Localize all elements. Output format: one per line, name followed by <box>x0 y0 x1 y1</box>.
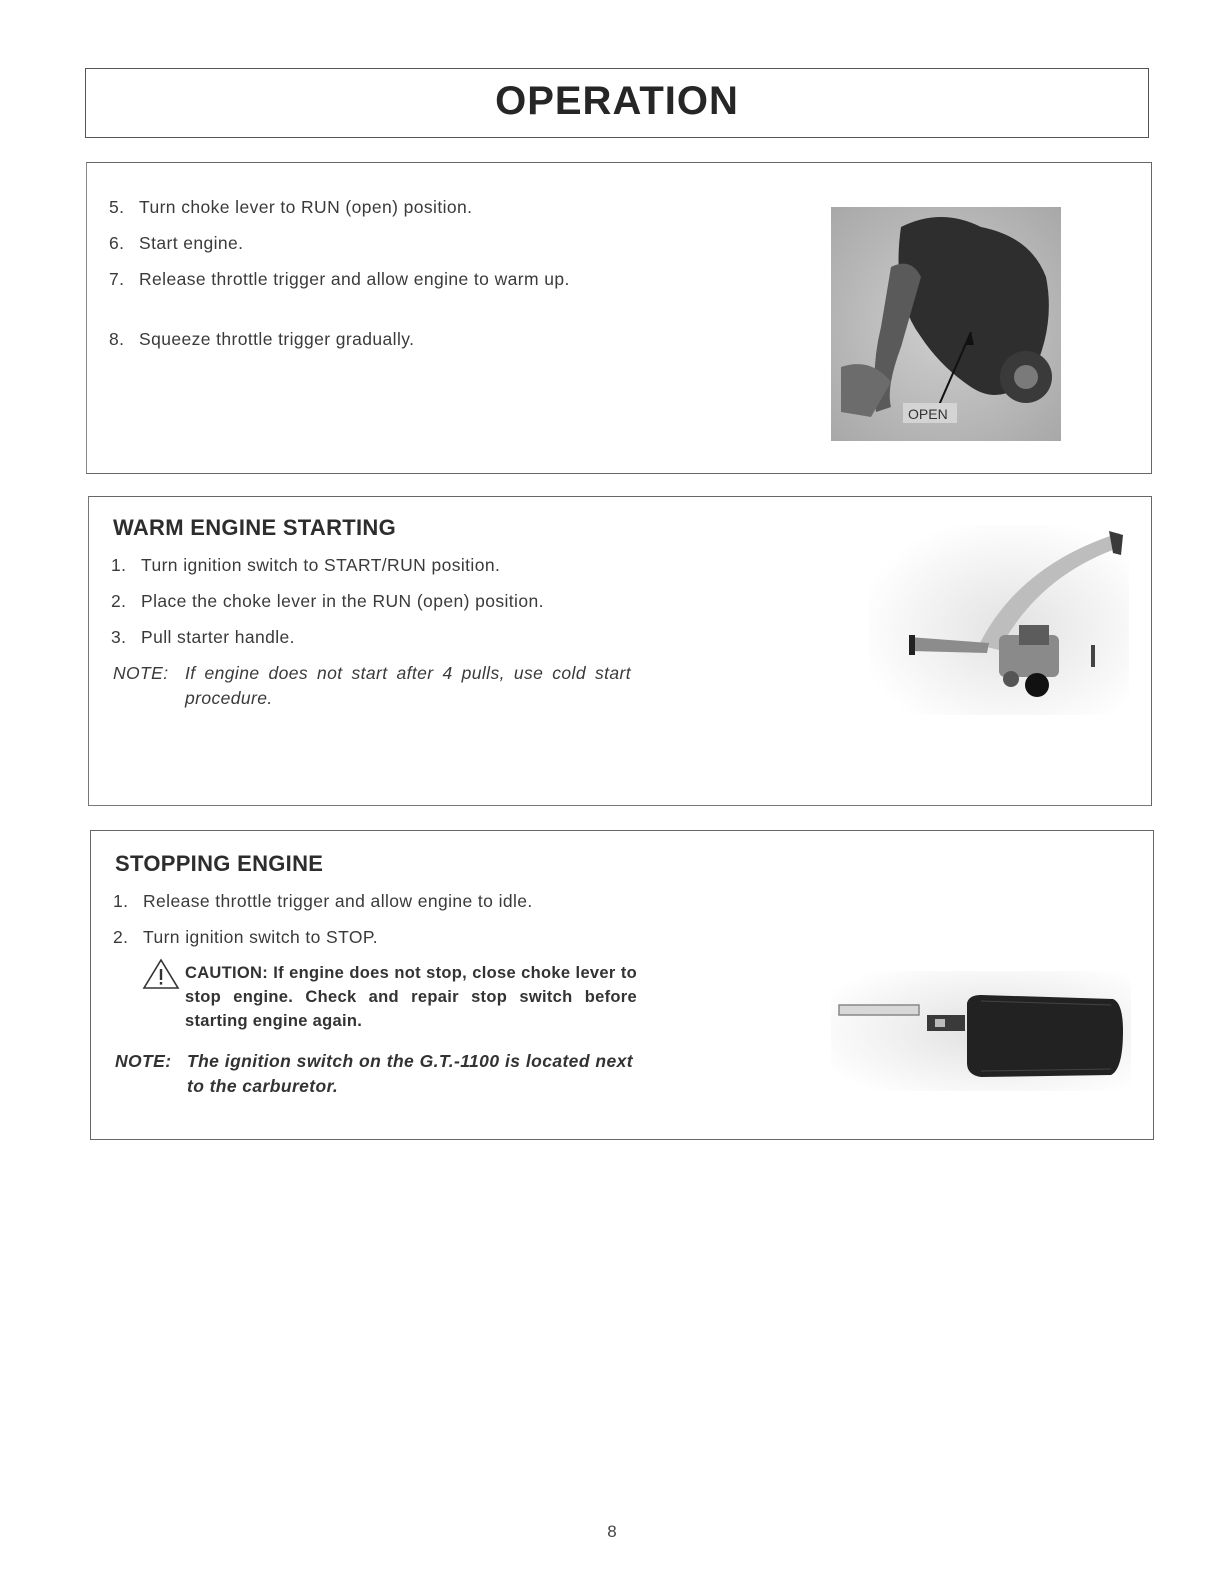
step-number: 5. <box>109 197 125 217</box>
list-item <box>109 195 629 220</box>
section-warm-engine-starting <box>88 496 1152 806</box>
step-text: Release throttle trigger and allow engine to idle. <box>143 891 533 911</box>
section-stopping-engine <box>90 830 1154 1140</box>
step-text: Turn ignition switch to STOP. <box>143 927 378 947</box>
step-text: Turn ignition switch to START/RUN position. <box>141 555 501 575</box>
step-number: 8. <box>109 329 125 349</box>
list-item <box>109 327 629 352</box>
section-start-continued <box>86 162 1152 474</box>
ignition-switch-photo <box>831 971 1131 1091</box>
note <box>115 1049 635 1099</box>
list-item <box>109 267 629 292</box>
step-text: Release throttle trigger and allow engine to warm up. <box>139 269 570 289</box>
note <box>113 661 633 711</box>
section-heading: WARM ENGINE STARTING <box>113 515 397 540</box>
page-title: OPERATION <box>495 79 739 123</box>
note-text: The ignition switch on the G.T.-1100 is located next to the carburetor. <box>187 1051 633 1096</box>
caution-block <box>141 961 637 1033</box>
list-item <box>113 889 633 914</box>
step-number: 1. <box>111 555 127 575</box>
step-text: Turn choke lever to RUN (open) position. <box>139 197 473 217</box>
list-item <box>113 925 633 950</box>
choke-lever-photo <box>831 207 1061 441</box>
step-number: 6. <box>109 233 125 253</box>
step-number: 1. <box>113 891 129 911</box>
step-number: 2. <box>113 927 129 947</box>
list-item <box>109 231 629 256</box>
page-number: 8 <box>607 1522 617 1541</box>
open-label: OPEN <box>908 406 948 422</box>
step-number: 3. <box>111 627 127 647</box>
note-label: NOTE: <box>115 1051 172 1071</box>
caution-text: CAUTION: If engine does not stop, close choke lever to stop engine. Check and repair stop switch before starting engine again. <box>185 964 637 1030</box>
note-label: NOTE: <box>113 663 169 683</box>
step-number: 2. <box>111 591 127 611</box>
list-item <box>111 553 631 578</box>
step-number: 7. <box>109 269 125 289</box>
header-box <box>85 68 1149 138</box>
note-text: If engine does not start after 4 pulls, use cold start procedure. <box>185 663 631 708</box>
step-text: Place the choke lever in the RUN (open) position. <box>141 591 544 611</box>
warning-triangle-icon <box>141 957 181 991</box>
section-heading: STOPPING ENGINE <box>115 851 324 876</box>
tiller-photo <box>869 525 1129 715</box>
step-text: Pull starter handle. <box>141 627 295 647</box>
step-text: Squeeze throttle trigger gradually. <box>139 329 415 349</box>
list-item <box>111 589 631 614</box>
list-item <box>111 625 631 650</box>
step-text: Start engine. <box>139 233 244 253</box>
